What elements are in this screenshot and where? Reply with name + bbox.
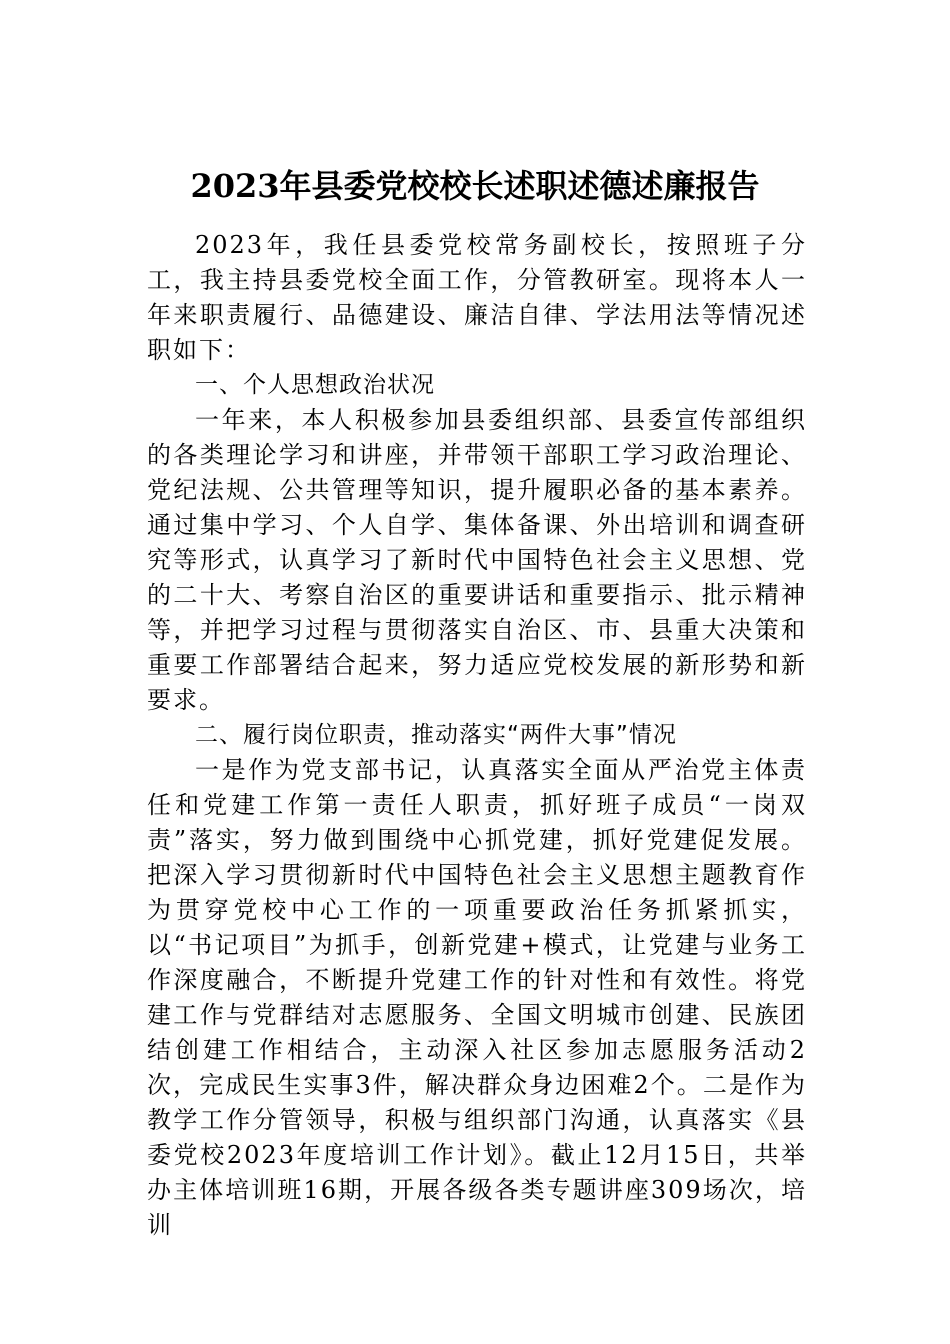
section-2-paragraph: 一是作为党支部书记，认真落实全面从严治党主体责任和党建工作第一责任人职责，抓好班子成员“一岗双责”落实，努力做到围绕中心抓党建，抓好党建促发展。把深入学习贯彻新时代中国特色社会主义思想主题教育作为贯穿党校中心工作的一项重要政治任务抓紧抓实，以“书记项目”为抓手，创新党建+模式，让党建与业务工作深度融合，不断提升党建工作的针对性和有效性。将党建工作与党群结对志愿服务、全国文明城市创建、民族团结创建工作相结合，主动深入社区参加志愿服务活动2次，完成民生实事3件，解决群众身边困难2个。二是作为教学工作分管领导，积极与组织部门沟通，认真落实《县委党校2023年度培训工作计划》。截止12月15日，共举办主体培训班16期，开展各级各类专题讲座309场次，培训 (147, 756, 807, 1239)
document-body (147, 228, 807, 1243)
section-1-paragraph: 一年来，本人积极参加县委组织部、县委宣传部组织的各类理论学习和讲座，并带领干部职工学习政治理论、党纪法规、公共管理等知识，提升履职必备的基本素养。通过集中学习、个人自学、集体备课、外出培训和调查研究等形式，认真学习了新时代中国特色社会主义思想、党的二十大、考察自治区的重要讲话和重要指示、批示精神等，并把学习过程与贯彻落实自治区、市、县重大决策和重要工作部署结合起来，努力适应党校发展的新形势和新要求。 (147, 406, 807, 714)
intro-paragraph: 2023年，我任县委党校常务副校长，按照班子分工，我主持县委党校全面工作，分管教研室。现将本人一年来职责履行、品德建设、廉洁自律、学法用法等情况述职如下： (147, 231, 807, 364)
section-heading-2: 二、履行岗位职责，推动落实“两件大事”情况 (195, 722, 677, 748)
section-heading-1: 一、个人思想政治状况 (195, 372, 435, 398)
document-title: 2023年县委党校校长述职述德述廉报告 (190, 167, 760, 205)
